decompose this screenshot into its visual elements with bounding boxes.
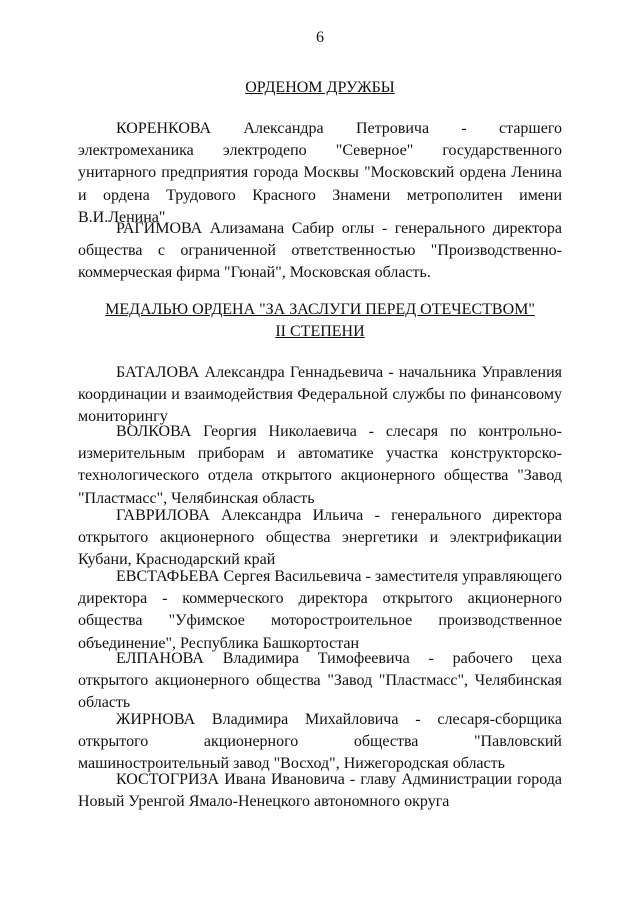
award-entry-kostogriz: КОСТОГРИЗА Ивана Ивановича - главу Администрации города Новый Уренгой Ямало-Ненецкого автономного округа	[78, 771, 562, 811]
award-entry-volkov: ВОЛКОВА Георгия Николаевича - слесаря по контрольно-измерительным приборам и автоматике участка конструкторско-технологического отдела открытого акционерного общества "Завод "Пластмасс", Челябинская область	[78, 423, 562, 507]
award-entry-zhirnov: ЖИРНОВА Владимира Михайловича - слесаря-сборщика открытого акционерного общества "Павловский машиностроительный завод "Восход", Нижегородская область	[78, 711, 562, 773]
award-entry-korenkov: КОРЕНКОВА Александра Петровича - старшего электромеханика электродепо "Северное" государственного унитарного предприятия города Москвы "Московский ордена Ленина и ордена Трудового Красного Знамени метрополитен имени В.И.Ленина"	[78, 120, 562, 226]
section-heading-friendship-order	[0, 77, 640, 99]
award-entry-gavrilov: ГАВРИЛОВА Александра Ильича - генерального директора открытого акционерного общества энергетики и электрификации Кубани, Краснодарский край	[78, 507, 562, 569]
award-entry-evstafiev: ЕВСТАФЬЕВА Сергея Васильевича - заместителя управляющего директора - коммерческого директора открытого акционерного общества "Уфимское моторостроительное производственное объединение", Республика Башкортостан	[78, 568, 562, 652]
award-entry-batalov: БАТАЛОВА Александра Геннадьевича - начальника Управления координации и взаимодействия Федеральной службы по финансовому мониторингу	[78, 364, 562, 426]
heading-line: ОРДЕНОМ ДРУЖБЫ	[245, 79, 395, 96]
heading-line: МЕДАЛЬЮ ОРДЕНА "ЗА ЗАСЛУГИ ПЕРЕД ОТЕЧЕСТВОМ"	[105, 301, 535, 318]
page-number: 6	[316, 29, 324, 46]
section-heading-merit-medal	[0, 299, 640, 343]
heading-line: II СТЕПЕНИ	[275, 323, 365, 340]
award-entry-ragimov: РАГИМОВА Ализамана Сабир оглы - генерального директора общества с ограниченной ответственностью "Производственно-коммерческая фирма "Гюнай", Московская область.	[78, 220, 562, 282]
award-entry-elpanov: ЕЛПАНОВА Владимира Тимофеевича - рабочего цеха открытого акционерного общества "Завод "Пластмасс", Челябинская область	[78, 650, 562, 712]
